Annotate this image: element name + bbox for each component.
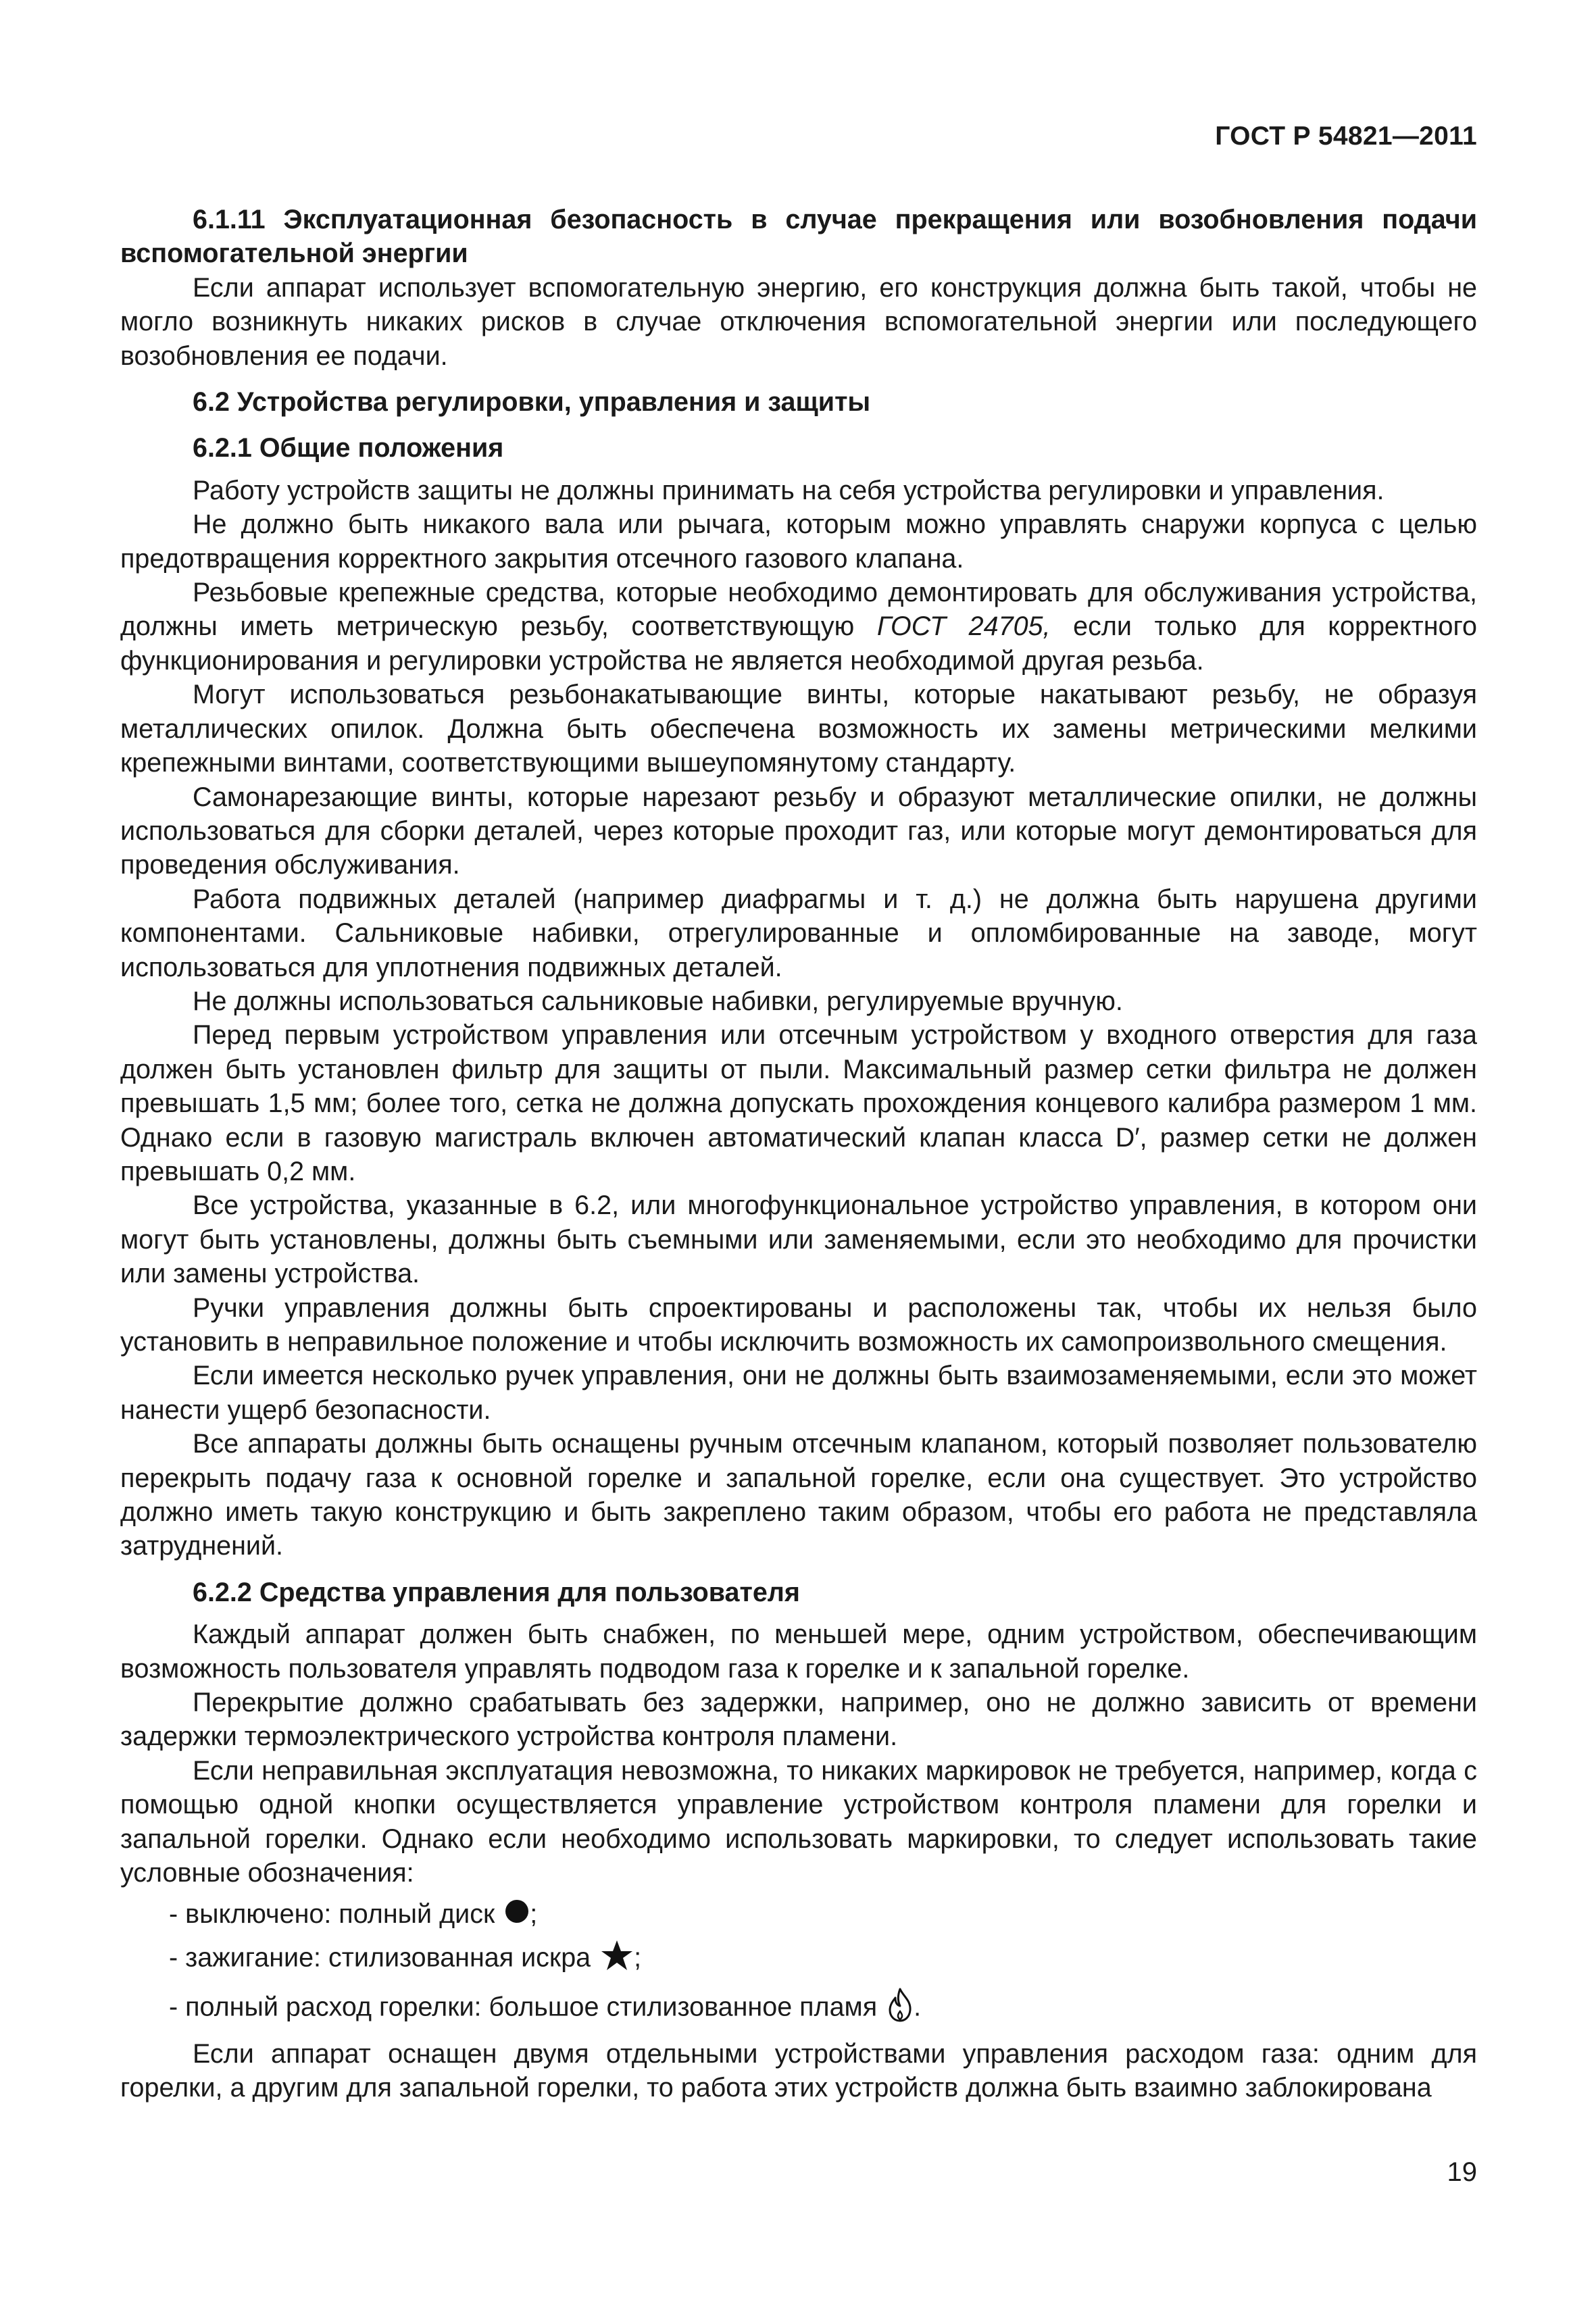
section-6-2-2-title: 6.2.2 Средства управления для пользователя <box>193 1577 800 1607</box>
paragraph: Могут использоваться резьбонакатывающие винты, которые накатывают резьбу, не образуя металлических опилок. Должна быть обеспечена возможность их замены метрическими мелкими крепежными винтами, соответствующими вышеупомянутому стандарту. <box>120 680 1477 778</box>
paragraph: Ручки управления должны быть спроектированы и расположены так, чтобы их нельзя было установить в неправильное положение и чтобы исключить возможность их самопроизвольного смещения. <box>120 1292 1477 1357</box>
paragraph: Работу устройств защиты не должны принимать на себя устройства регулировки и управления. <box>193 475 1385 505</box>
paragraph: Самонарезающие винты, которые нарезают резьбу и образуют металлические опилки, не должны использоваться для сборки деталей, через которые проходит газ, или которые могут демонтироваться для проведения обслуживания. <box>120 782 1477 880</box>
paragraph: Перед первым устройством управления или отсечным устройством у входного отверстия для газа должен быть установлен фильтр для защиты от пыли. Максимальный размер сетки фильтра не должен превышать 1,5 мм; более того, сетка не должна допускать прохождения концевого калибра размером 1 мм. Однако если в газовую магистраль включен автоматический клапан класса D′, размер сетки не должен превышать 0,2 мм. <box>120 1020 1477 1186</box>
list-item-end: ; <box>634 1942 642 1973</box>
flame-icon <box>887 1987 914 2030</box>
paragraph-text: если только для корректного функционирования и регулировки устройства не является необходимой другая резьба. <box>120 611 1478 676</box>
list-item-text: - выключено: полный диск <box>169 1898 495 1929</box>
paragraph: Если неправильная эксплуатация невозможна, то никаких маркировок не требуется, например, когда с помощью одной кнопки осуществляется управление устройством контроля пламени для горелки и запальной горелки. Однако если необходимо использовать маркировки, то следует использовать такие условные обозначения: <box>120 1755 1477 1888</box>
paragraph: Все аппараты должны быть оснащены ручным отсечным клапаном, который позволяет пользователю перекрыть подачу газа к основной горелке и запальной горелке, если она существует. Это устройство должно иметь такую конструкцию и быть закреплено таким образом, чтобы его работа не представляла затруднений. <box>120 1429 1477 1561</box>
list-item-ignition <box>120 1939 1477 1980</box>
list-item-off <box>120 1897 1477 1933</box>
full-disk-icon <box>504 1898 530 1932</box>
spark-icon <box>600 1939 634 1980</box>
standard-reference: ГОСТ 24705, <box>876 611 1051 642</box>
section-6-1-11-title: 6.1.11 Эксплуатационная безопасность в случае прекращения или возобновления подачи вспомогательной энергии <box>120 205 1477 269</box>
page-number: 19 <box>1447 2157 1477 2187</box>
paragraph-text: Резьбовые крепежные средства, которые необходимо демонтировать для обслуживания устройства, должны иметь метрическую резьбу, соответствующую <box>120 578 1477 642</box>
paragraph: Не должно быть никакого вала или рычага, которым можно управлять снаружи корпуса с целью предотвращения корректного закрытия отсечного газового клапана. <box>120 509 1477 574</box>
paragraph: Каждый аппарат должен быть снабжен, по меньшей мере, одним устройством, обеспечивающим возможность пользователя управлять подводом газа к горелке и к запальной горелке. <box>120 1619 1477 1684</box>
paragraph: Все устройства, указанные в 6.2, или многофункциональное устройство управления, в котором они могут быть установлены, должны быть съемными или заменяемыми, если это необходимо для прочистки или замены устройства. <box>120 1190 1477 1289</box>
document-code-header: ГОСТ Р 54821—2011 <box>1215 122 1477 151</box>
list-item-text: - полный расход горелки: большое стилизованное пламя <box>169 1992 878 2022</box>
list-item-end: . <box>914 1992 922 2022</box>
paragraph: Перекрытие должно срабатывать без задержки, например, оно не должно зависить от времени задержки термоэлектрического устройства контроля пламени. <box>120 1688 1477 1752</box>
section-6-2-title: 6.2 Устройства регулировки, управления и защиты <box>193 387 871 418</box>
paragraph <box>120 576 1477 678</box>
list-item-full-flow <box>120 1987 1477 2030</box>
document-body <box>120 203 1477 2105</box>
paragraph: Не должны использоваться сальниковые набивки, регулируемые вручную. <box>193 986 1123 1016</box>
section-6-2-1-title: 6.2.1 Общие положения <box>193 433 504 463</box>
paragraph: Если аппарат оснащен двумя отдельными устройствами управления расходом газа: одним для горелки, а другим для запальной горелки, то работа этих устройств должна быть взаимно заблокирована <box>120 2039 1477 2103</box>
paragraph: Если имеется несколько ручек управления, они не должны быть взаимозаменяемыми, если это может нанести ущерб безопасности. <box>120 1361 1477 1425</box>
paragraph: Если аппарат использует вспомогательную энергию, его конструкция должна быть такой, чтобы не могло возникнуть никаких рисков в случае отключения вспомогательной энергии или последующего возобновления ее подачи. <box>120 272 1477 371</box>
paragraph: Работа подвижных деталей (например диафрагмы и т. д.) не должна быть нарушена другими компонентами. Сальниковые набивки, отрегулированные и опломбированные на заводе, могут использоваться для уплотнения подвижных деталей. <box>120 884 1477 982</box>
list-item-text: - зажигание: стилизованная искра <box>169 1942 591 1973</box>
list-item-end: ; <box>530 1898 538 1929</box>
